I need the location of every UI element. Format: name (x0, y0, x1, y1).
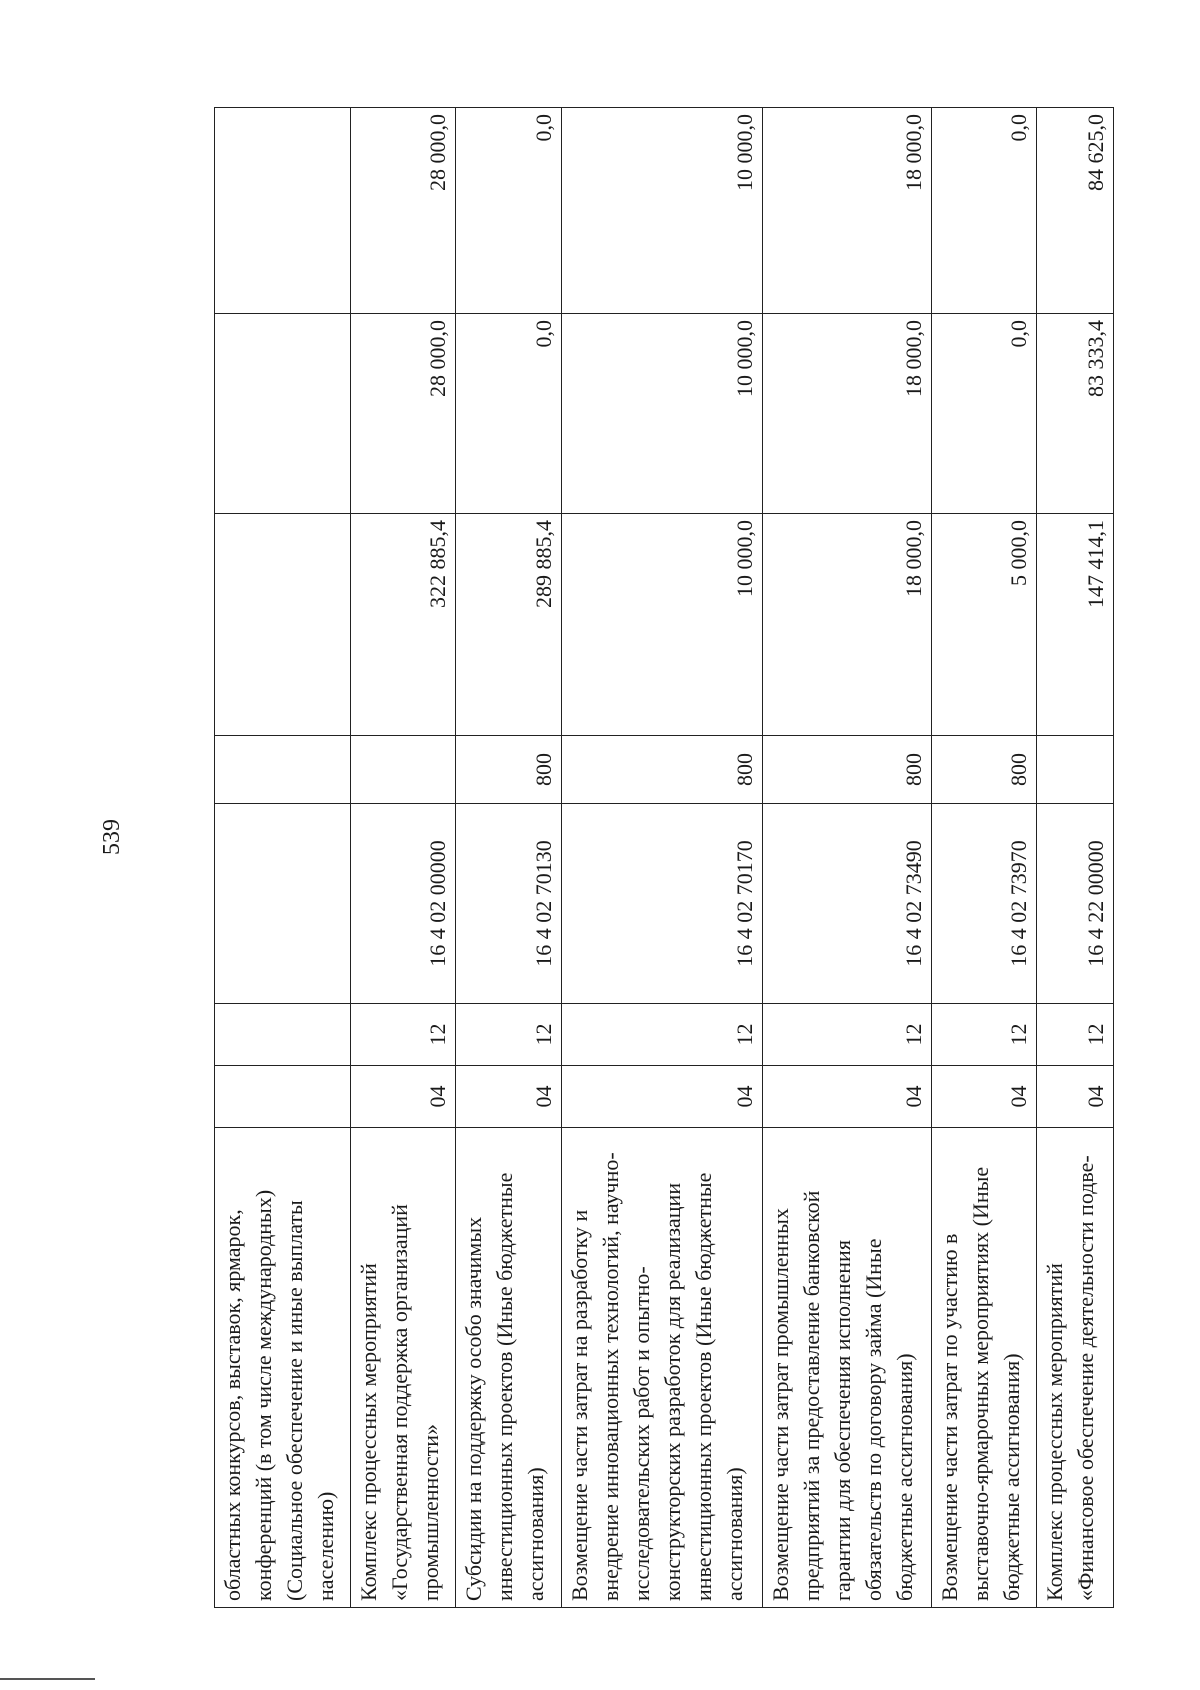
row-amount-1: 147 414,1 (1037, 514, 1114, 736)
row-target-code: 16 4 02 70170 (561, 804, 762, 1004)
row-amount-1: 322 885,4 (350, 514, 455, 736)
row-amount-1 (215, 514, 351, 736)
row-subsection: 12 (561, 1004, 762, 1066)
row-amount-2: 83 333,4 (1037, 314, 1114, 514)
row-amount-2 (215, 314, 351, 514)
row-amount-1: 5 000,0 (931, 514, 1036, 736)
row-section: 04 (763, 1066, 932, 1128)
row-expense-type (350, 736, 455, 804)
page-number: 539 (99, 819, 125, 855)
row-description: Комплекс процессных мероприятий «Финансовое обеспечение деятельности подве- (1037, 1128, 1114, 1608)
row-amount-3: 28 000,0 (350, 108, 455, 314)
row-expense-type (215, 736, 351, 804)
row-expense-type: 800 (763, 736, 932, 804)
row-amount-1: 18 000,0 (763, 514, 932, 736)
row-target-code: 16 4 22 00000 (1037, 804, 1114, 1004)
row-amount-3: 10 000,0 (561, 108, 762, 314)
row-amount-2: 28 000,0 (350, 314, 455, 514)
row-section: 04 (931, 1066, 1036, 1128)
row-expense-type: 800 (931, 736, 1036, 804)
row-subsection: 12 (931, 1004, 1036, 1066)
row-subsection: 12 (763, 1004, 932, 1066)
row-description: областных конкурсов, выставок, ярмарок, конференций (в том числе международных) (Социальное обеспечение и иные выплаты населению) (215, 1128, 351, 1608)
row-description: Возмещение части затрат по участию в выставочно-ярмарочных мероприятиях (Иные бюджетные ассигнования) (931, 1128, 1036, 1608)
row-expense-type (1037, 736, 1114, 804)
row-target-code: 16 4 02 00000 (350, 804, 455, 1004)
row-amount-1: 289 885,4 (456, 514, 561, 736)
row-description: Субсидии на поддержку особо значимых инвестиционных проектов (Иные бюджетные ассигнования) (456, 1128, 561, 1608)
row-target-code: 16 4 02 73970 (931, 804, 1036, 1004)
row-target-code: 16 4 02 73490 (763, 804, 932, 1004)
row-section: 04 (1037, 1066, 1114, 1128)
row-amount-2: 0,0 (456, 314, 561, 514)
row-description: Возмещение части затрат промышленных предприятий за предоставление банковской гарантии для обеспечения исполнения обязательств по договору займа (Иные бюджетные ассигнования) (763, 1128, 932, 1608)
row-amount-3 (215, 108, 351, 314)
table-row (561, 108, 762, 1608)
row-section (215, 1066, 351, 1128)
row-amount-2: 0,0 (931, 314, 1036, 514)
row-section: 04 (561, 1066, 762, 1128)
row-subsection: 12 (1037, 1004, 1114, 1066)
budget-table (214, 107, 1114, 1608)
row-amount-3: 84 625,0 (1037, 108, 1114, 314)
row-subsection (215, 1004, 351, 1066)
row-target-code: 16 4 02 70130 (456, 804, 561, 1004)
row-amount-3: 0,0 (456, 108, 561, 314)
table-row (350, 108, 455, 1608)
table-row (931, 108, 1036, 1608)
row-expense-type: 800 (456, 736, 561, 804)
row-amount-1: 10 000,0 (561, 514, 762, 736)
row-section: 04 (350, 1066, 455, 1128)
row-subsection: 12 (350, 1004, 455, 1066)
row-target-code (215, 804, 351, 1004)
budget-table-rotated (214, 108, 1114, 1608)
row-amount-3: 18 000,0 (763, 108, 932, 314)
row-amount-2: 10 000,0 (561, 314, 762, 514)
row-amount-2: 18 000,0 (763, 314, 932, 514)
budget-table-container (214, 108, 1114, 1608)
row-subsection: 12 (456, 1004, 561, 1066)
row-amount-3: 0,0 (931, 108, 1036, 314)
row-description: Возмещение части затрат на разработку и внедрение инновационных технологий, научно-исследовательских работ и опытно-конструкторских разработок для реализации инвестиционных проектов (Иные бюджетные ассигнования) (561, 1128, 762, 1608)
table-row (215, 108, 351, 1608)
row-description: Комплекс процессных мероприятий «Государственная поддержка организаций промышленности» (350, 1128, 455, 1608)
table-row (1037, 108, 1114, 1608)
footer-divider (0, 1678, 95, 1680)
row-section: 04 (456, 1066, 561, 1128)
row-expense-type: 800 (561, 736, 762, 804)
table-row (456, 108, 561, 1608)
table-row (763, 108, 932, 1608)
